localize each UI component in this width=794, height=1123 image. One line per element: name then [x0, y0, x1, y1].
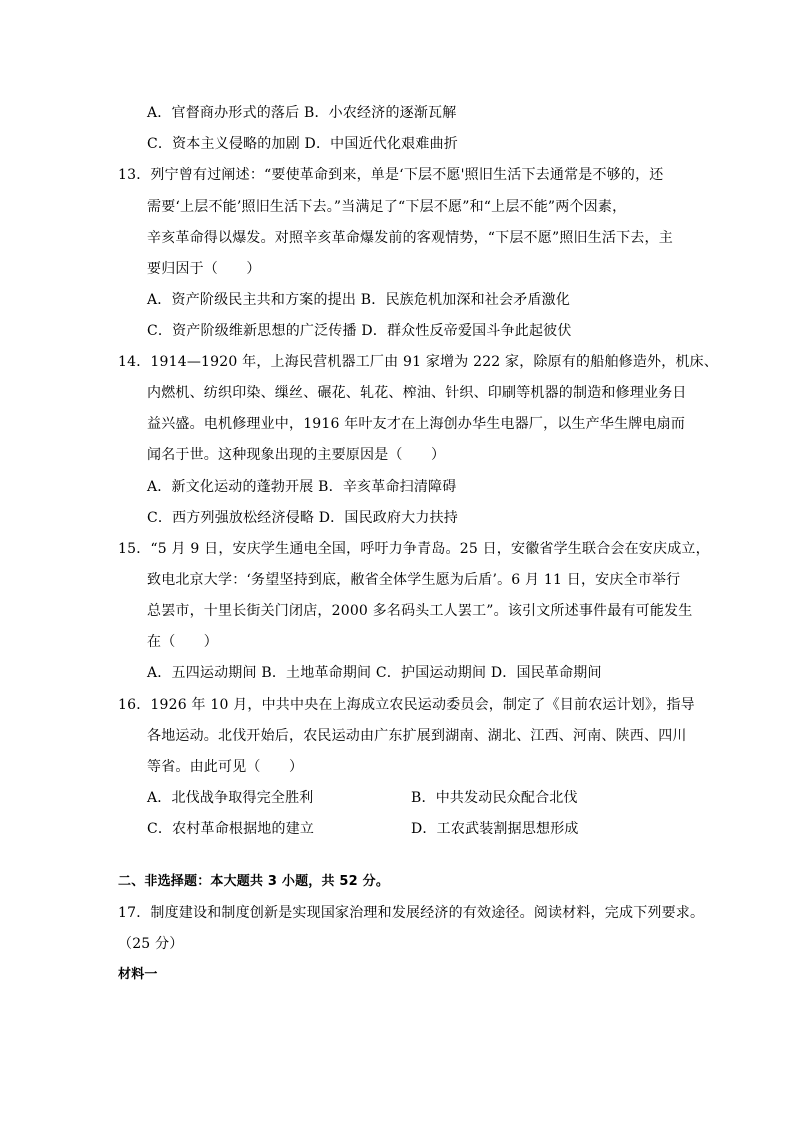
q16-option-d: D．工农武装割据思想形成 [411, 821, 579, 837]
q13-options-ab: A．资产阶级民主共和方案的提出 B．民族危机加深和社会矛盾激化 [147, 292, 571, 308]
q17-material-label: 材料一 [118, 967, 158, 982]
q13-stem-line1: 13．列宁曾有过阐述：“要使革命到来，单是‘下层不愿'照旧生活下去通常是不够的，还 [118, 167, 664, 183]
q16-stem-line2: 各地运动。北伐开始后，农民运动由广东扩展到湖南、湖北、江西、河南、陕西、四川 [147, 728, 687, 744]
q15-options: A．五四运动期间 B．土地革命期间 C．护国运动期间 D．国民革命期间 [147, 665, 602, 681]
q14-stem-line4: 闻名于世。这种现象出现的主要原因是（ ） [147, 447, 446, 463]
q16-option-b: B．中共发动民众配合北伐 [411, 790, 578, 806]
q15-stem-line1: 15．“5 月 9 日，安庆学生通电全国，呼吁力争青岛。25 日，安徽省学生联合会在安庆成立， [118, 541, 710, 557]
q13-stem-line4: 要归因于（ ） [147, 261, 261, 277]
q16-option-c: C．农村革命根据地的建立 [147, 821, 315, 837]
q13-stem-line3: 辛亥革命得以爆发。对照辛亥革命爆发前的客观情势，“下层不愿”照旧生活下去，主 [147, 230, 673, 246]
q13-options-cd: C．资产阶级维新思想的广泛传播 D．群众性反帝爱国斗争此起彼伏 [147, 323, 572, 339]
q16-stem-line1: 16．1926 年 10 月，中共中央在上海成立农民运动委员会，制定了《目前农运计划》，指导 [118, 697, 695, 713]
q16-stem-line3: 等省。由此可见（ ） [147, 759, 304, 775]
q14-stem-line3: 益兴盛。电机修理业中，1916 年叶友才在上海创办华生电器厂，以生产华生牌电扇而 [147, 416, 686, 432]
section-2-heading: 二、非选择题：本大题共 3 小题，共 52 分。 [118, 874, 390, 889]
q14-stem-line2: 内燃机、纺织印染、缫丝、碾花、轧花、榨油、针织、印刷等机器的制造和修理业务日 [147, 385, 687, 401]
q17-stem-line2: （25 分） [118, 936, 184, 952]
q15-stem-line4: 在（ ） [147, 634, 218, 650]
q16-option-a: A．北伐战争取得完全胜利 [147, 790, 314, 806]
q15-stem-line3: 总罢市，十里长街关门闭店，2000 多名码头工人罢工”。该引文所述事件最有可能发生 [147, 603, 693, 619]
q14-stem-line1: 14．1914—1920 年，上海民营机器工厂由 91 家增为 222 家，除原有的船舶修造外，机床、 [118, 354, 719, 370]
q15-stem-line2: 致电北京大学：‘务望坚持到底，敝省全体学生愿为后盾’。6 月 11 日，安庆全市举行 [147, 572, 681, 588]
q17-stem-line1: 17．制度建设和制度创新是实现国家治理和发展经济的有效途径。阅读材料，完成下列要求。 [118, 905, 705, 921]
q13-stem-line2: 需要‘上层不能’照旧生活下去。”当满足了“下层不愿”和“上层不能”两个因素， [147, 199, 627, 215]
q12-options-ab: A．官督商办形式的落后 B．小农经济的逐渐瓦解 [147, 105, 457, 121]
q14-options-cd: C．西方列强放松经济侵略 D．国民政府大力扶持 [147, 510, 458, 526]
q14-options-ab: A．新文化运动的蓬勃开展 B．辛亥革命扫清障碍 [147, 479, 457, 495]
q12-options-cd: C．资本主义侵略的加剧 D．中国近代化艰难曲折 [147, 136, 458, 152]
